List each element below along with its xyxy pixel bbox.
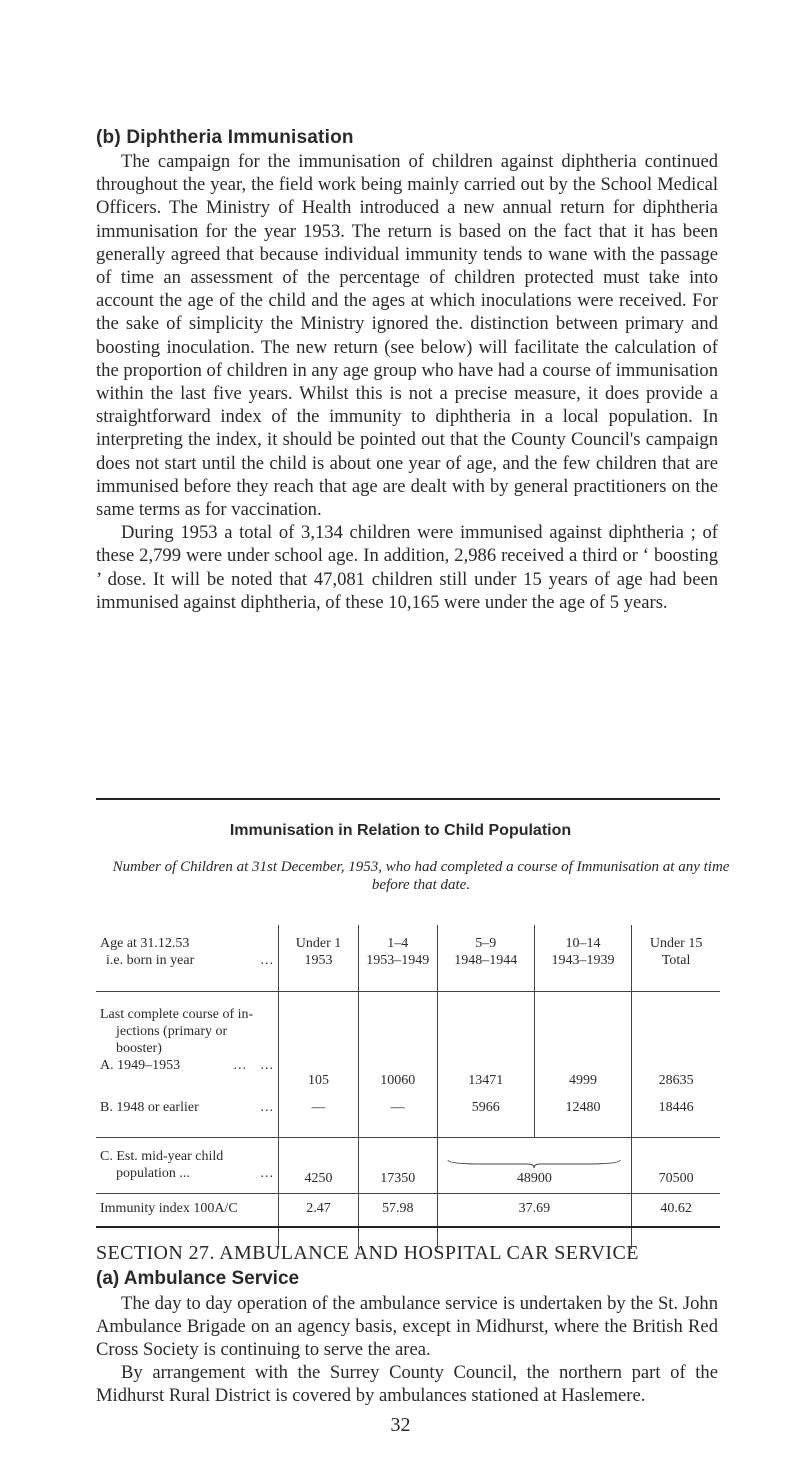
table-row-b — [96, 1097, 720, 1137]
row-c-total: 70500 — [632, 1137, 720, 1193]
row-b-under1: — — [279, 1097, 359, 1137]
row-index-total: 40.62 — [632, 1193, 720, 1249]
top-rule — [96, 798, 720, 800]
row-a-label-line3: booster) — [116, 1040, 162, 1056]
page-number: 32 — [390, 1414, 411, 1436]
table-title: Immunisation in Relation to Child Population — [229, 822, 572, 839]
row-index-under1: 2.47 — [279, 1193, 359, 1249]
row-c-label-line1: C. Est. mid-year child — [100, 1148, 224, 1164]
paragraph-campaign: The campaign for the immunisation of children against diphtheria continued throughout the year, the field work being mainly carried out by the School Medical Officers. The Ministry of Health introduced a new annual return for diphtheria immunisation for the year 1953. The return is based on the fact that it has been generally agreed that because individual immunity tends to wane with the passage of time an assessment of the percentage of children protected must take into account the age of the child and the ages at which inoculations were received. For the sake of simplicity the Ministry ignored the. distinction between primary and boosting inoculation. The new return (see below) will facilitate the calculation of the proportion of children in any age group who have had a course of immunisation within the last five years. Whilst this is not a precise measure, it does provide a straightforward index of the immunity to diphtheria in a local population. In interpreting the index, it should be pointed out that the County Council's campaign does not start until the child is about one year of age, and the few children that are immunised before they reach that age are dealt with by general practitioners on the same terms as for vaccination. — [96, 151, 718, 521]
header-1-4 — [359, 925, 437, 991]
diphtheria-body — [96, 150, 718, 614]
section-a-heading: (a) Ambulance Service — [96, 1268, 300, 1289]
table-header-row — [96, 925, 720, 991]
row-a-label: Last complete course of in- jections (primary or booster) A. 1949–1953 ... ... — [96, 991, 279, 1097]
ambulance-paragraph — [96, 1292, 718, 1362]
paragraph-arrangement: By arrangement with the Surrey County Council, the northern part of the Midhurst Rural District is covered by ambulances stationed at Haslemere. — [96, 1362, 718, 1407]
row-c-5-14 — [437, 1137, 632, 1193]
table-row-index — [96, 1193, 720, 1249]
table-caption: Number of Children at 31st December, 1953, who had completed a course of Immunisation at any time before that date. — [112, 859, 730, 893]
row-a-label-line1: Last complete course of in- — [100, 1006, 254, 1022]
row-a-label-line2: jections (primary or — [116, 1023, 228, 1039]
header-5-9 — [437, 925, 534, 991]
header-col3-line1: 5–9 — [475, 936, 497, 951]
row-c-label: C. Est. mid-year child population ... ... — [96, 1137, 279, 1193]
row-b-total: 18446 — [632, 1097, 720, 1137]
row-c-5-14-value: 48900 — [516, 1170, 552, 1186]
header-label-line2: i.e. born in year — [106, 953, 195, 968]
header-col2-line2: 1953–1949 — [366, 953, 430, 968]
header-col1-line2: 1953 — [304, 953, 333, 968]
header-under1 — [279, 925, 359, 991]
row-c-under1: 4250 — [279, 1137, 359, 1193]
header-10-14 — [534, 925, 631, 991]
row-index-label: Immunity index 100A/C — [96, 1193, 279, 1249]
row-index-5-14: 37.69 — [437, 1193, 632, 1249]
header-label: Age at 31.12.53 i.e. born in year ... — [100, 936, 274, 968]
row-b-label: B. 1948 or earlier ... — [100, 1100, 274, 1115]
row-c-label-line2: population ... — [116, 1165, 190, 1181]
row-b-1-4: — — [359, 1097, 437, 1137]
bottom-rule — [96, 1226, 720, 1228]
section-b-heading: (b) Diphtheria Immunisation — [96, 127, 354, 148]
paragraph-totals: During 1953 a total of 3,134 children were immunised against diphtheria ; of these 2,799 were under school age. In addition, 2,986 received a third or ‘ boosting ’ dose. It will be noted that 47,081 children still under 15 years of age had been immunised against diphtheria, of these 10,165 were under the age of 5 years. — [96, 522, 718, 613]
row-a-10-14: 4999 — [534, 991, 631, 1097]
row-a-under1: 105 — [279, 991, 359, 1097]
row-a-5-9: 13471 — [437, 991, 534, 1097]
header-under15 — [632, 925, 720, 991]
row-index-1-4: 57.98 — [359, 1193, 437, 1249]
header-label-line1: Age at 31.12.53 — [100, 936, 190, 951]
row-b-label-text: B. 1948 or earlier — [100, 1100, 199, 1115]
brace-mark — [444, 1158, 624, 1170]
table-row-a — [96, 991, 720, 1097]
row-b-10-14: 12480 — [534, 1097, 631, 1137]
row-b-5-9: 5966 — [437, 1097, 534, 1137]
header-col4-line1: 10–14 — [565, 936, 601, 951]
immunisation-table — [96, 925, 720, 1249]
header-col2-line1: 1–4 — [387, 936, 409, 951]
header-col4-line2: 1943–1939 — [551, 953, 615, 968]
row-c-1-4: 17350 — [359, 1137, 437, 1193]
header-col3-line2: 1948–1944 — [454, 953, 518, 968]
row-a-label-line4: A. 1949–1953 — [100, 1057, 181, 1073]
table-row-c — [96, 1137, 720, 1193]
paragraph-operation: The day to day operation of the ambulance service is undertaken by the St. John Ambulance Brigade on an agency basis, except in Midhurst, where the British Red Cross Society is continuing to serve the area. — [96, 1293, 718, 1361]
arrangement-paragraph — [96, 1361, 718, 1407]
section-27-title: SECTION 27. AMBULANCE AND HOSPITAL CAR SERVICE — [96, 1242, 639, 1264]
row-a-total: 28635 — [632, 991, 720, 1097]
header-col5-line2: Total — [661, 953, 691, 968]
header-col5-line1: Under 15 — [649, 936, 703, 951]
row-a-1-4: 10060 — [359, 991, 437, 1097]
header-col1-line1: Under 1 — [295, 936, 342, 951]
